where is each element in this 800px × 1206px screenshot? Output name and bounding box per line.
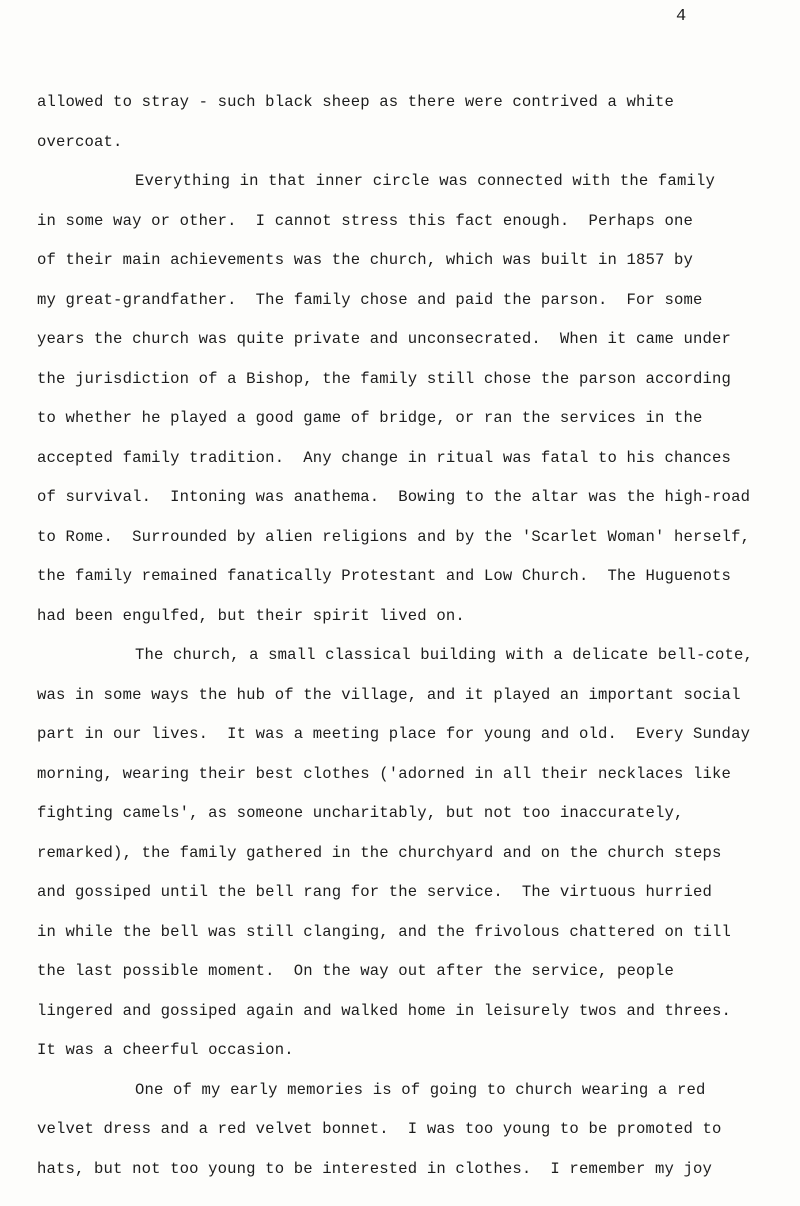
text-line: the family remained fanatically Protestant and Low Church. The Huguenots (37, 567, 732, 585)
text-line: to Rome. Surrounded by alien religions and by the 'Scarlet Woman' herself, (37, 527, 751, 546)
page-number: 4 (676, 7, 687, 26)
text-line: to whether he played a good game of bridge, or ran the services in the (37, 409, 703, 427)
paragraph-first-line: The church, a small classical building with a delicate bell-cote, (135, 646, 754, 664)
paragraph-first-line: One of my early memories is of going to church wearing a red (135, 1080, 706, 1099)
text-line: It was a cheerful occasion. (37, 1041, 294, 1059)
text-line: of survival. Intoning was anathema. Bowing to the altar was the high-road (37, 488, 751, 506)
text-line: of their main achievements was the church, which was built in 1857 by (37, 251, 694, 269)
text-line: fighting camels', as someone uncharitably, but not too inaccurately, (37, 804, 684, 822)
body-text (37, 90, 792, 1196)
text-line: my great-grandfather. The family chose and paid the parson. For some (37, 290, 703, 309)
text-line: the jurisdiction of a Bishop, the family still chose the parson according (37, 369, 732, 388)
text-line: lingered and gossiped again and walked home in leisurely twos and threes. (37, 1001, 732, 1020)
text-line: in while the bell was still clanging, and the frivolous chattered on till (37, 922, 732, 941)
text-line: morning, wearing their best clothes ('adorned in all their necklaces like (37, 764, 732, 783)
text-line: was in some ways the hub of the village, and it played an important social (37, 685, 741, 704)
text-line: had been engulfed, but their spirit lived on. (37, 606, 465, 625)
text-line: velvet dress and a red velvet bonnet. I was too young to be promoted to (37, 1120, 722, 1138)
text-line: years the church was quite private and unconsecrated. When it came under (37, 330, 732, 348)
text-line: remarked), the family gathered in the churchyard and on the church steps (37, 843, 722, 862)
paragraph-first-line: Everything in that inner circle was connected with the family (135, 172, 715, 190)
text-line: in some way or other. I cannot stress this fact enough. Perhaps one (37, 211, 694, 230)
text-line: accepted family tradition. Any change in ritual was fatal to his chances (37, 448, 732, 467)
text-line: hats, but not too young to be interested in clothes. I remember my joy (37, 1159, 713, 1178)
text-line: part in our lives. It was a meeting place for young and old. Every Sunday (37, 725, 751, 743)
text-line: and gossiped until the bell rang for the service. The virtuous hurried (37, 883, 713, 901)
text-line: overcoat. (37, 132, 123, 151)
text-line: allowed to stray - such black sheep as there were contrived a white (37, 93, 675, 111)
text-line: the last possible moment. On the way out after the service, people (37, 962, 675, 980)
